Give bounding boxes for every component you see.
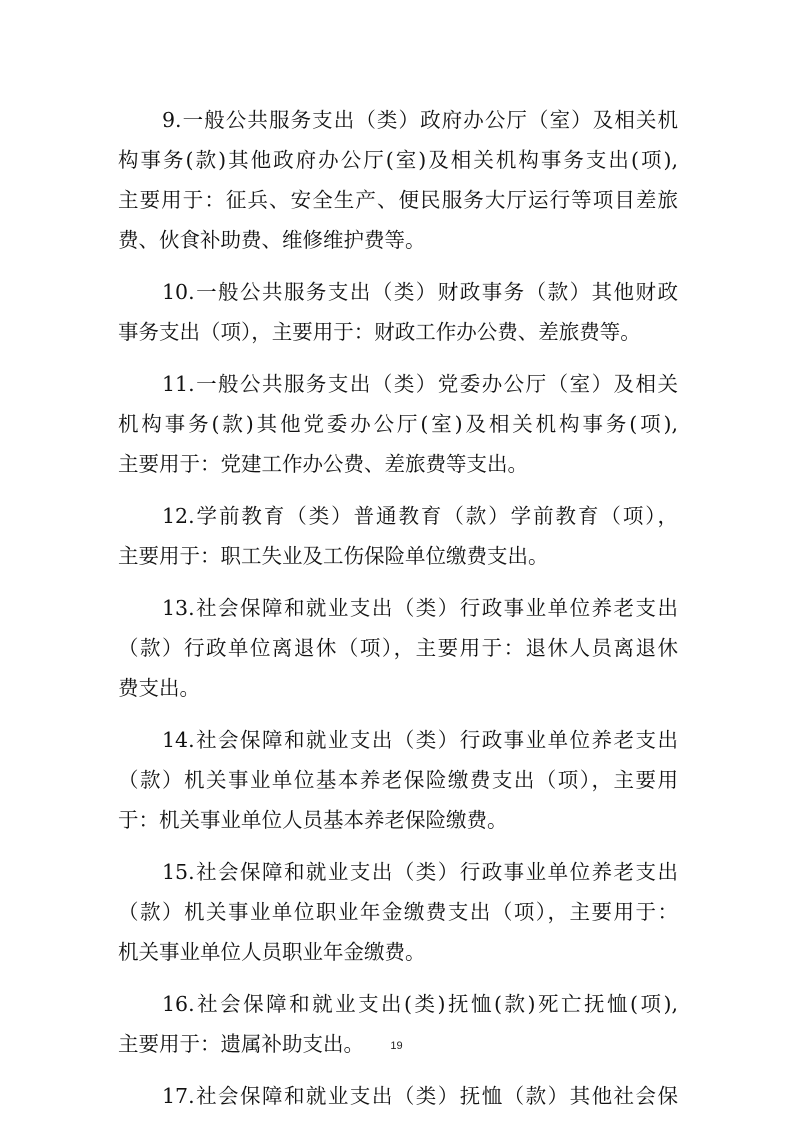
text-line: 14.社会保障和就业支出（类）行政事业单位养老支出	[162, 728, 678, 752]
text-line: 15.社会保障和就业支出（类）行政事业单位养老支出	[162, 860, 678, 884]
text-line: （款）机关事业单位基本养老保险缴费支出（项），主要用	[118, 768, 678, 792]
list-item	[118, 984, 678, 1064]
text-line: 主要用于：遗属补助支出。	[118, 1032, 364, 1056]
list-item	[118, 720, 678, 840]
text-line: 于：机关事业单位人员基本养老保险缴费。	[118, 808, 508, 832]
list-item	[118, 100, 678, 260]
text-line: 11.一般公共服务支出（类）党委办公厅（室）及相关	[162, 372, 678, 396]
text-line: 构事务(款)其他政府办公厅(室)及相关机构事务支出(项),	[118, 148, 678, 172]
document-body	[118, 100, 678, 1128]
text-line: 13.社会保障和就业支出（类）行政事业单位养老支出	[162, 596, 678, 620]
text-line: 事务支出（项），主要用于：财政工作办公费、差旅费等。	[118, 320, 641, 344]
text-line: 12.学前教育（类）普通教育（款）学前教育（项），	[162, 504, 678, 528]
text-line: （款）机关事业单位职业年金缴费支出（项），主要用于：	[118, 900, 678, 924]
text-line: （款）行政单位离退休（项），主要用于：退休人员离退休	[118, 636, 678, 660]
list-item	[118, 1076, 678, 1116]
text-line: 费、伙食补助费、维修维护费等。	[118, 228, 426, 252]
text-line: 机关事业单位人员职业年金缴费。	[118, 940, 426, 964]
list-item	[118, 588, 678, 708]
text-line: 费支出。	[118, 676, 200, 700]
list-item	[118, 272, 678, 352]
list-item	[118, 364, 678, 484]
text-line: 机构事务(款)其他党委办公厅(室)及相关机构事务(项),	[118, 412, 678, 436]
text-line: 主要用于：征兵、安全生产、便民服务大厅运行等项目差旅	[118, 188, 678, 212]
list-item	[118, 496, 678, 576]
text-line: 主要用于：职工失业及工伤保险单位缴费支出。	[118, 544, 549, 568]
page-number: 19	[390, 1040, 403, 1052]
text-line: 9.一般公共服务支出（类）政府办公厅（室）及相关机	[162, 108, 678, 132]
text-line: 主要用于：党建工作办公费、差旅费等支出。	[118, 452, 528, 476]
text-line: 16.社会保障和就业支出(类)抚恤(款)死亡抚恤(项),	[162, 992, 678, 1016]
text-line: 17.社会保障和就业支出（类）抚恤（款）其他社会保	[162, 1084, 678, 1108]
text-line: 10.一般公共服务支出（类）财政事务（款）其他财政	[162, 280, 678, 304]
list-item	[118, 852, 678, 972]
